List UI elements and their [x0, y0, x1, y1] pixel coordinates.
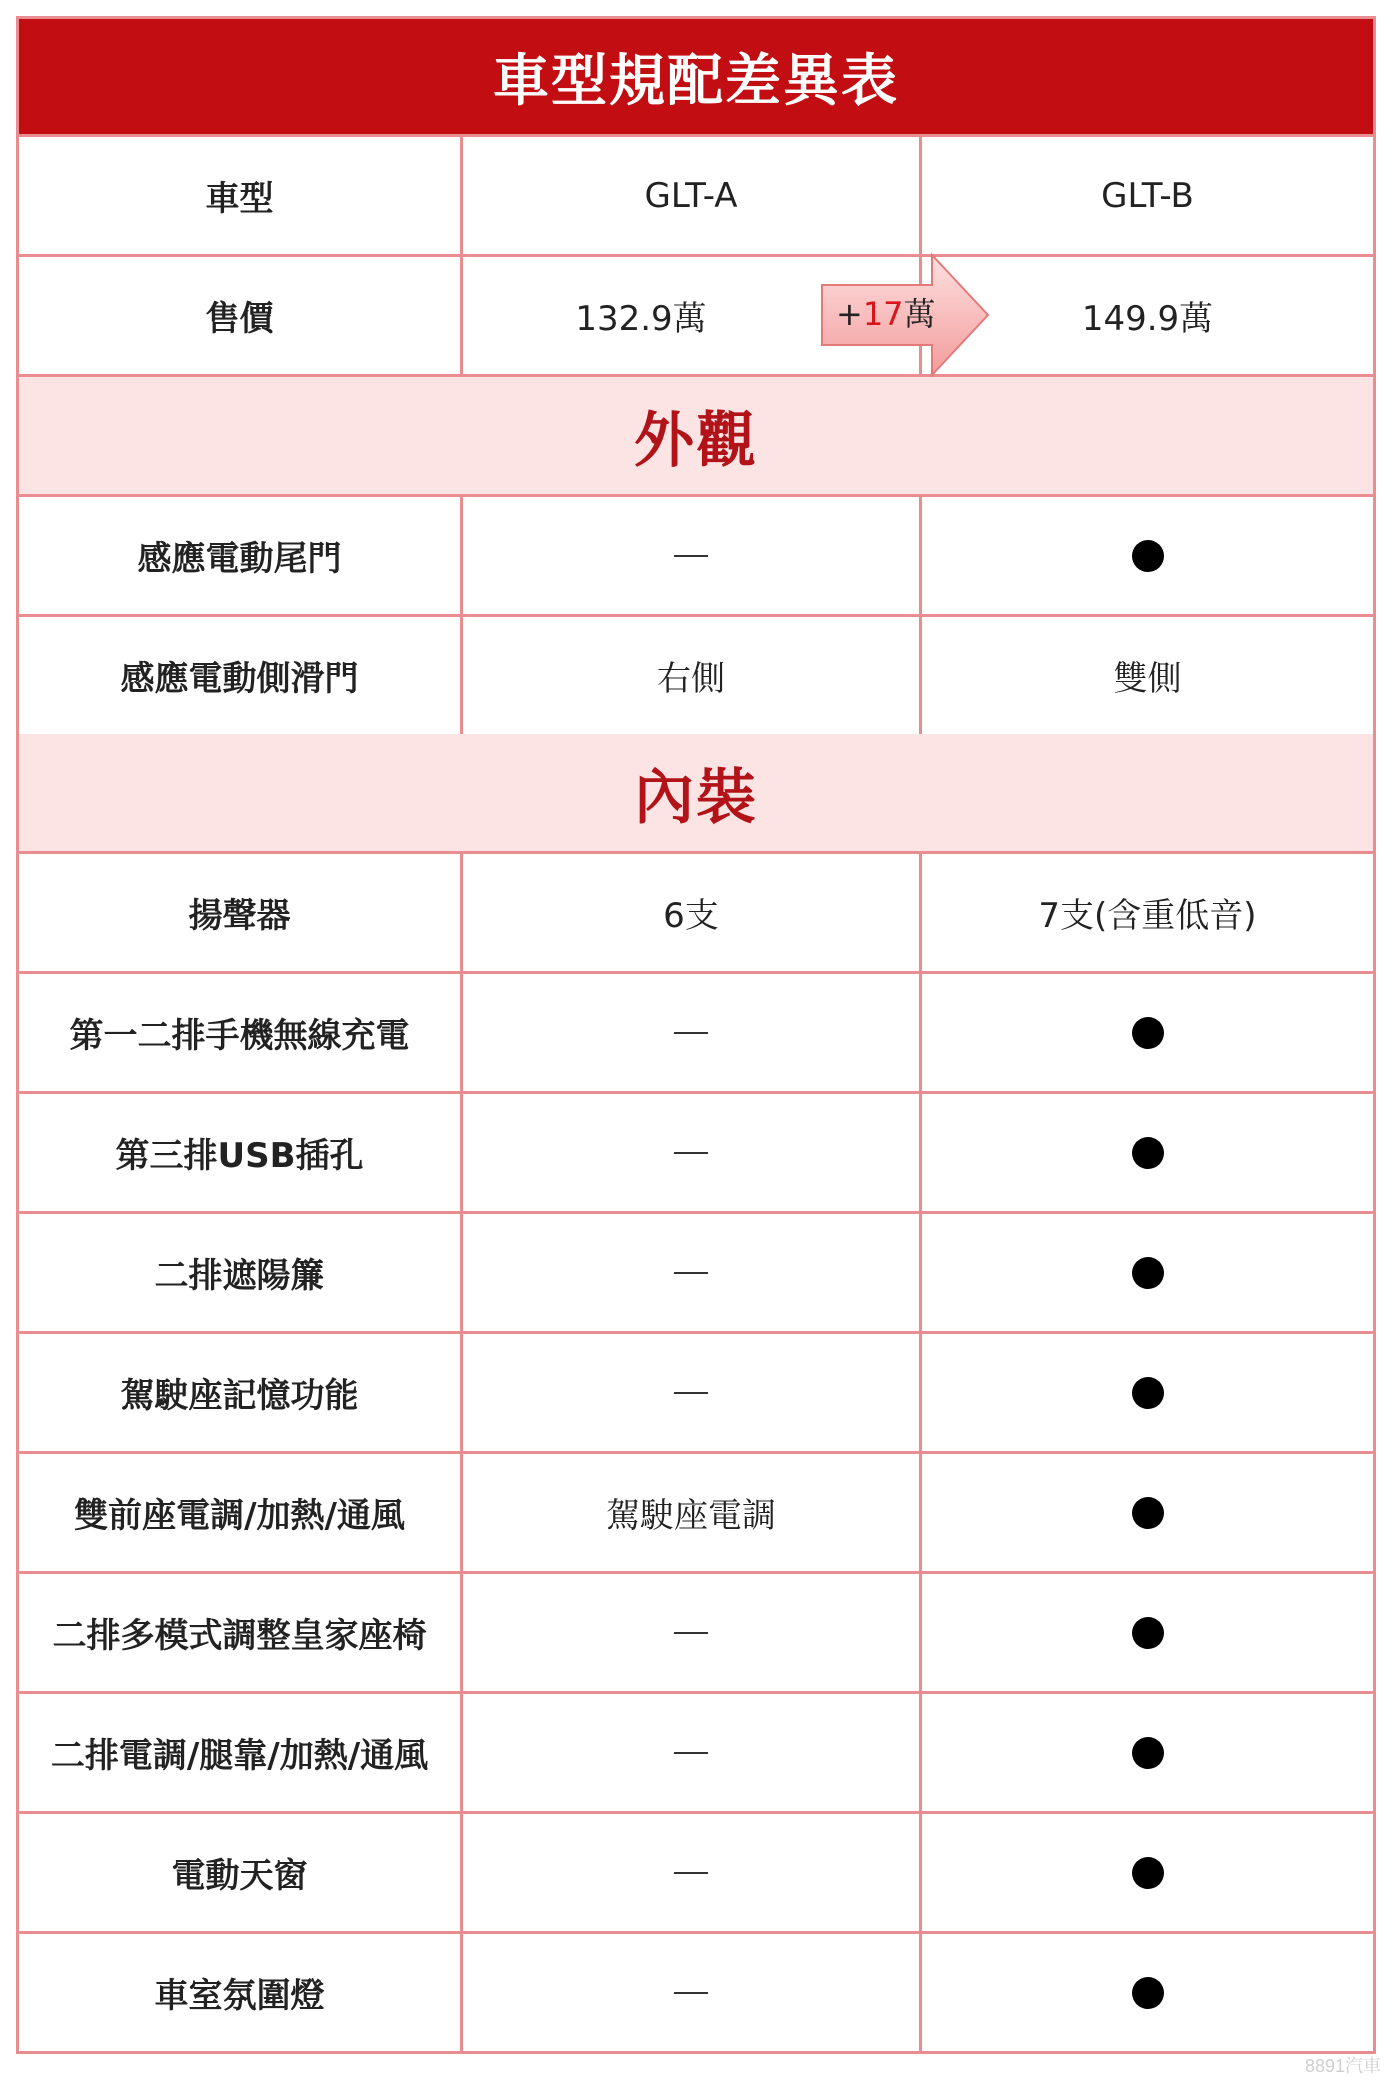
table-row — [19, 1694, 1373, 1814]
table-row — [19, 1334, 1373, 1454]
model-a: GLT-A — [463, 137, 922, 254]
row-label: 第三排USB插孔 — [19, 1094, 463, 1211]
not-included-dash-icon — [674, 1032, 708, 1034]
glt-b-value — [922, 854, 1373, 971]
section-interior: 內裝 — [19, 734, 1373, 854]
table-row — [19, 617, 1373, 734]
glt-a-value — [463, 1574, 922, 1691]
row-label: 二排電調/腿靠/加熱/通風 — [19, 1694, 463, 1811]
included-dot-icon — [1132, 1857, 1164, 1889]
glt-a-value — [463, 1094, 922, 1211]
included-dot-icon — [1132, 1017, 1164, 1049]
glt-a-value — [463, 1814, 922, 1931]
glt-a-value — [463, 1934, 922, 2051]
not-included-dash-icon — [674, 1872, 708, 1874]
exterior-rows — [19, 497, 1373, 734]
not-included-dash-icon — [674, 1752, 708, 1754]
glt-a-value-text: 6支 — [663, 896, 719, 936]
glt-b-value — [922, 1094, 1373, 1211]
price-row — [19, 257, 1373, 377]
glt-a-value — [463, 974, 922, 1091]
glt-a-value — [463, 497, 922, 614]
not-included-dash-icon — [674, 1392, 708, 1394]
glt-b-value — [922, 497, 1373, 614]
not-included-dash-icon — [674, 1272, 708, 1274]
table-row — [19, 1574, 1373, 1694]
row-label: 二排多模式調整皇家座椅 — [19, 1574, 463, 1691]
glt-b-value — [922, 974, 1373, 1091]
price-diff-label — [836, 289, 936, 335]
table-row — [19, 854, 1373, 974]
row-label: 第一二排手機無線充電 — [19, 974, 463, 1091]
section-exterior: 外觀 — [19, 377, 1373, 497]
not-included-dash-icon — [674, 1152, 708, 1154]
glt-b-value — [922, 1454, 1373, 1571]
included-dot-icon — [1132, 1137, 1164, 1169]
price-label: 售價 — [19, 257, 463, 374]
included-dot-icon — [1132, 1617, 1164, 1649]
table-row — [19, 974, 1373, 1094]
price-a-value: 132.9萬 — [575, 299, 707, 339]
not-included-dash-icon — [674, 1632, 708, 1634]
glt-a-value — [463, 617, 922, 734]
table-row — [19, 1454, 1373, 1574]
glt-a-value — [463, 1694, 922, 1811]
diff-prefix: + — [836, 295, 863, 333]
glt-b-value — [922, 617, 1373, 734]
included-dot-icon — [1132, 1977, 1164, 2009]
not-included-dash-icon — [674, 1992, 708, 1994]
glt-b-value-text: 雙側 — [1113, 659, 1182, 699]
table-row — [19, 1094, 1373, 1214]
included-dot-icon — [1132, 1377, 1164, 1409]
row-label: 車室氛圍燈 — [19, 1934, 463, 2051]
included-dot-icon — [1132, 540, 1164, 572]
table-title: 車型規配差異表 — [19, 19, 1373, 137]
glt-a-value — [463, 1334, 922, 1451]
row-label: 二排遮陽簾 — [19, 1214, 463, 1331]
model-row — [19, 137, 1373, 257]
included-dot-icon — [1132, 1257, 1164, 1289]
row-label: 電動天窗 — [19, 1814, 463, 1931]
glt-a-value-text: 駕駛座電調 — [606, 1496, 776, 1536]
diff-unit: 萬 — [903, 295, 936, 333]
included-dot-icon — [1132, 1497, 1164, 1529]
table-row — [19, 1214, 1373, 1334]
glt-b-value — [922, 1694, 1373, 1811]
model-b: GLT-B — [1101, 175, 1194, 216]
spec-table — [16, 16, 1376, 2054]
glt-b-value — [922, 1214, 1373, 1331]
not-included-dash-icon — [674, 555, 708, 557]
row-label: 揚聲器 — [19, 854, 463, 971]
glt-b-value-text: 7支(含重低音) — [1038, 896, 1257, 936]
row-label: 感應電動尾門 — [19, 497, 463, 614]
glt-b-value — [922, 1574, 1373, 1691]
row-label: 雙前座電調/加熱/通風 — [19, 1454, 463, 1571]
glt-b-value — [922, 1814, 1373, 1931]
watermark: 8891汽車 — [1304, 2056, 1381, 2076]
glt-a-value — [463, 1454, 922, 1571]
table-row — [19, 1814, 1373, 1934]
interior-rows — [19, 854, 1373, 2051]
price-b: 149.9萬 — [1081, 299, 1214, 339]
glt-a-value-text: 右側 — [657, 659, 725, 699]
glt-b-value — [922, 1334, 1373, 1451]
row-label: 駕駛座記憶功能 — [19, 1334, 463, 1451]
diff-number: 17 — [862, 295, 904, 333]
glt-b-value — [922, 1934, 1373, 2051]
model-label: 車型 — [19, 137, 463, 254]
included-dot-icon — [1132, 1737, 1164, 1769]
table-row — [19, 497, 1373, 617]
price-diff-arrow — [814, 249, 994, 381]
glt-a-value — [463, 854, 922, 971]
row-label: 感應電動側滑門 — [19, 617, 463, 734]
glt-a-value — [463, 1214, 922, 1331]
table-row — [19, 1934, 1373, 2051]
